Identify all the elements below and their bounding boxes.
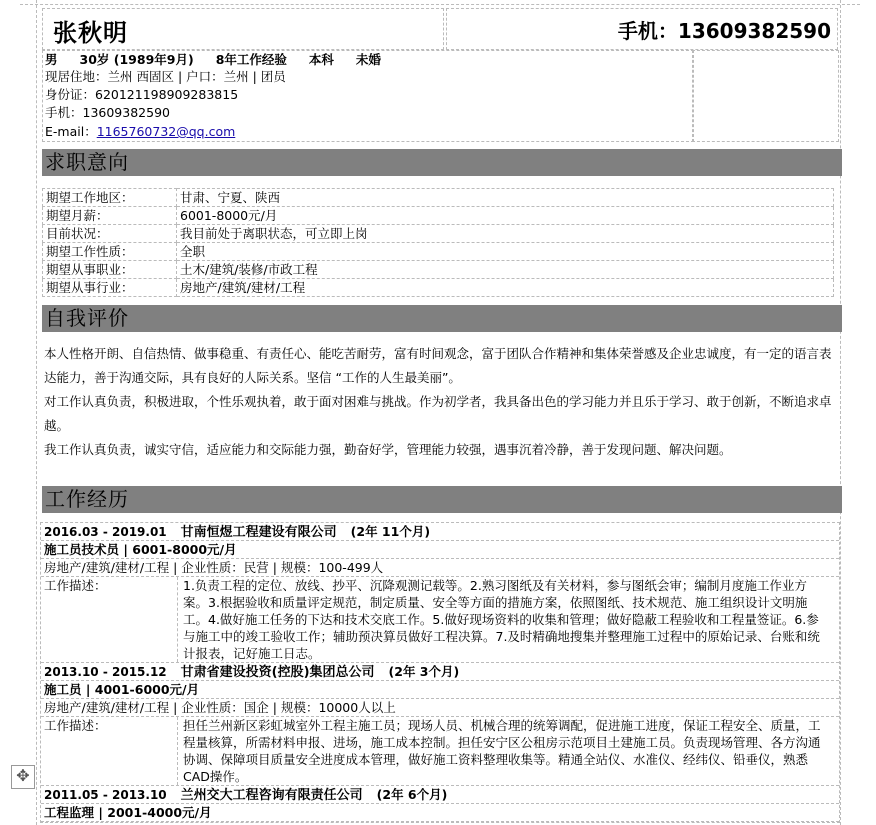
name-cell <box>42 8 444 50</box>
intent-label: 期望从事职业： <box>43 261 177 279</box>
intent-row <box>43 243 834 261</box>
id-card: 身份证：620121198909283815 <box>45 87 239 102</box>
job-company: 甘南恒煜工程建设有限公司 <box>180 525 337 540</box>
job-duration: (2年 6个月) <box>376 787 448 802</box>
education: 本科 <box>308 52 334 67</box>
job-dates: 2011.05 - 2013.10 <box>44 788 167 802</box>
section-work-title: 工作经历 <box>45 487 129 511</box>
page-margin-top <box>20 4 860 5</box>
intent-value: 全职 <box>177 243 834 261</box>
job-dates: 2016.03 - 2019.01 <box>44 525 167 539</box>
intent-label: 期望工作性质： <box>43 243 177 261</box>
mobile: 手机：13609382590 <box>45 105 170 120</box>
job-title: 工程监理 | 2001-4000元/月 <box>41 804 839 822</box>
intent-value: 房地产/建筑/建材/工程 <box>177 279 834 297</box>
section-self-eval-header <box>42 305 842 332</box>
candidate-name: 张秋明 <box>53 19 128 47</box>
age: 30岁 (1989年9月) <box>79 52 194 67</box>
self-eval-paragraph: 我工作认真负责，诚实守信，适应能力和交际能力强，勤奋好学，管理能力较强，遇事沉着冷静，善于发现问题、解决问题。 <box>44 442 732 457</box>
section-intent-title: 求职意向 <box>45 150 129 174</box>
intent-label: 期望从事行业： <box>43 279 177 297</box>
job-industry: 房地产/建筑/建材/工程 | 企业性质：国企 | 规模：10000人以上 <box>41 699 839 717</box>
job-entry <box>40 522 840 823</box>
intent-row <box>43 279 834 297</box>
intent-row <box>43 189 834 207</box>
self-eval-paragraph: 本人性格开朗、自信热情、做事稳重、有责任心、能吃苦耐劳，富有时间观念，富于团队合作精神和集体荣誉感及企业忠诚度，有一定的语言表达能力，善于沟通交际，具有良好的人际关系。坚信 “工作的人生最美丽”。 <box>44 346 832 385</box>
intent-value: 6001-8000元/月 <box>177 207 834 225</box>
job-duration: (2年 3个月) <box>388 664 460 679</box>
basic-summary <box>45 51 403 69</box>
job-industry: 房地产/建筑/建材/工程 | 企业性质：民营 | 规模：100-499人 <box>41 559 839 577</box>
job-desc-text: 担任兰州新区彩虹城室外工程主施工员；现场人员、机械合理的统筹调配，促进施工进度，保证工程安全、质量，工程量核算，所需材料申报、进场，施工成本控制。担任安宁区公租房示范项目土建施工员。负责现场管理、各方沟通协调、保障项目质量安全进度成本管理，做好施工资料整理收集等。精通全站仪、水准仪、经纬仪、铅垂仪，熟悉CAD操作。 <box>183 718 821 784</box>
job-dates: 2013.10 - 2015.12 <box>44 665 167 679</box>
move-handle-icon[interactable]: ✥ <box>11 765 35 789</box>
email-link[interactable]: 1165760732@qq.com <box>96 124 236 139</box>
job-title: 施工员技术员 | 6001-8000元/月 <box>41 541 839 559</box>
job-company: 兰州交大工程咨询有限责任公司 <box>180 788 363 803</box>
residence: 现居住地：兰州 西固区 | 户口：兰州 | 团员 <box>45 69 286 84</box>
intent-label: 目前状况： <box>43 225 177 243</box>
phone-cell <box>446 8 838 50</box>
page-margin-right <box>840 0 841 825</box>
intent-row <box>43 225 834 243</box>
experience: 8年工作经验 <box>215 52 287 67</box>
job-desc-label: 工作描述： <box>41 577 178 662</box>
job-header <box>41 786 839 804</box>
page-margin-left <box>36 0 37 825</box>
job-desc-label: 工作描述： <box>41 717 178 785</box>
basic-info <box>42 50 694 142</box>
marital-status: 未婚 <box>355 52 381 67</box>
intent-row <box>43 207 834 225</box>
intent-row <box>43 261 834 279</box>
job-title: 施工员 | 4001-6000元/月 <box>41 681 839 699</box>
photo-cell <box>692 50 839 142</box>
job-duration: (2年 11个月) <box>350 524 431 539</box>
section-work-header <box>42 486 842 513</box>
intent-value: 甘肃、宁夏、陕西 <box>177 189 834 207</box>
intent-label: 期望月薪： <box>43 207 177 225</box>
self-eval-text <box>44 342 834 462</box>
email-label: E-mail： <box>45 124 97 139</box>
job-header <box>41 523 839 541</box>
intent-table <box>42 188 834 297</box>
intent-value: 土木/建筑/装修/市政工程 <box>177 261 834 279</box>
self-eval-paragraph: 对工作认真负责，积极进取，个性乐观执着，敢于面对困难与挑战。作为初学者，我具备出色的学习能力并且乐于学习、敢于创新，不断追求卓越。 <box>44 394 832 433</box>
job-desc-text: 1.负责工程的定位、放线、抄平、沉降观测记载等。2.熟习图纸及有关材料，参与图纸会审；编制月度施工作业方案。3.根据验收和质量评定规范，制定质量、安全等方面的措施方案，依照图纸、技术规范、施工组织设计文明施工。4.做好施工任务的下达和技术交底工作。5.做好现场资料的收集和管理；做好隐蔽工程验收和工程量签证。6.参与施工中的竣工验收工作；辅助预决算员做好工程决算。7.及时精确地搜集并整理施工过程中的原始记录、台账和统计报表，记好施工日志。 <box>183 578 820 661</box>
section-intent-header <box>42 149 842 176</box>
section-self-eval-title: 自我评价 <box>45 306 129 330</box>
email-line <box>45 123 235 141</box>
job-description <box>41 577 839 663</box>
job-description <box>41 717 839 786</box>
job-company: 甘肃省建设投资(控股)集团总公司 <box>180 665 375 680</box>
intent-label: 期望工作地区： <box>43 189 177 207</box>
gender: 男 <box>45 52 58 67</box>
job-header <box>41 663 839 681</box>
header-phone: 手机：13609382590 <box>617 19 831 43</box>
intent-value: 我目前处于离职状态，可立即上岗 <box>177 225 834 243</box>
